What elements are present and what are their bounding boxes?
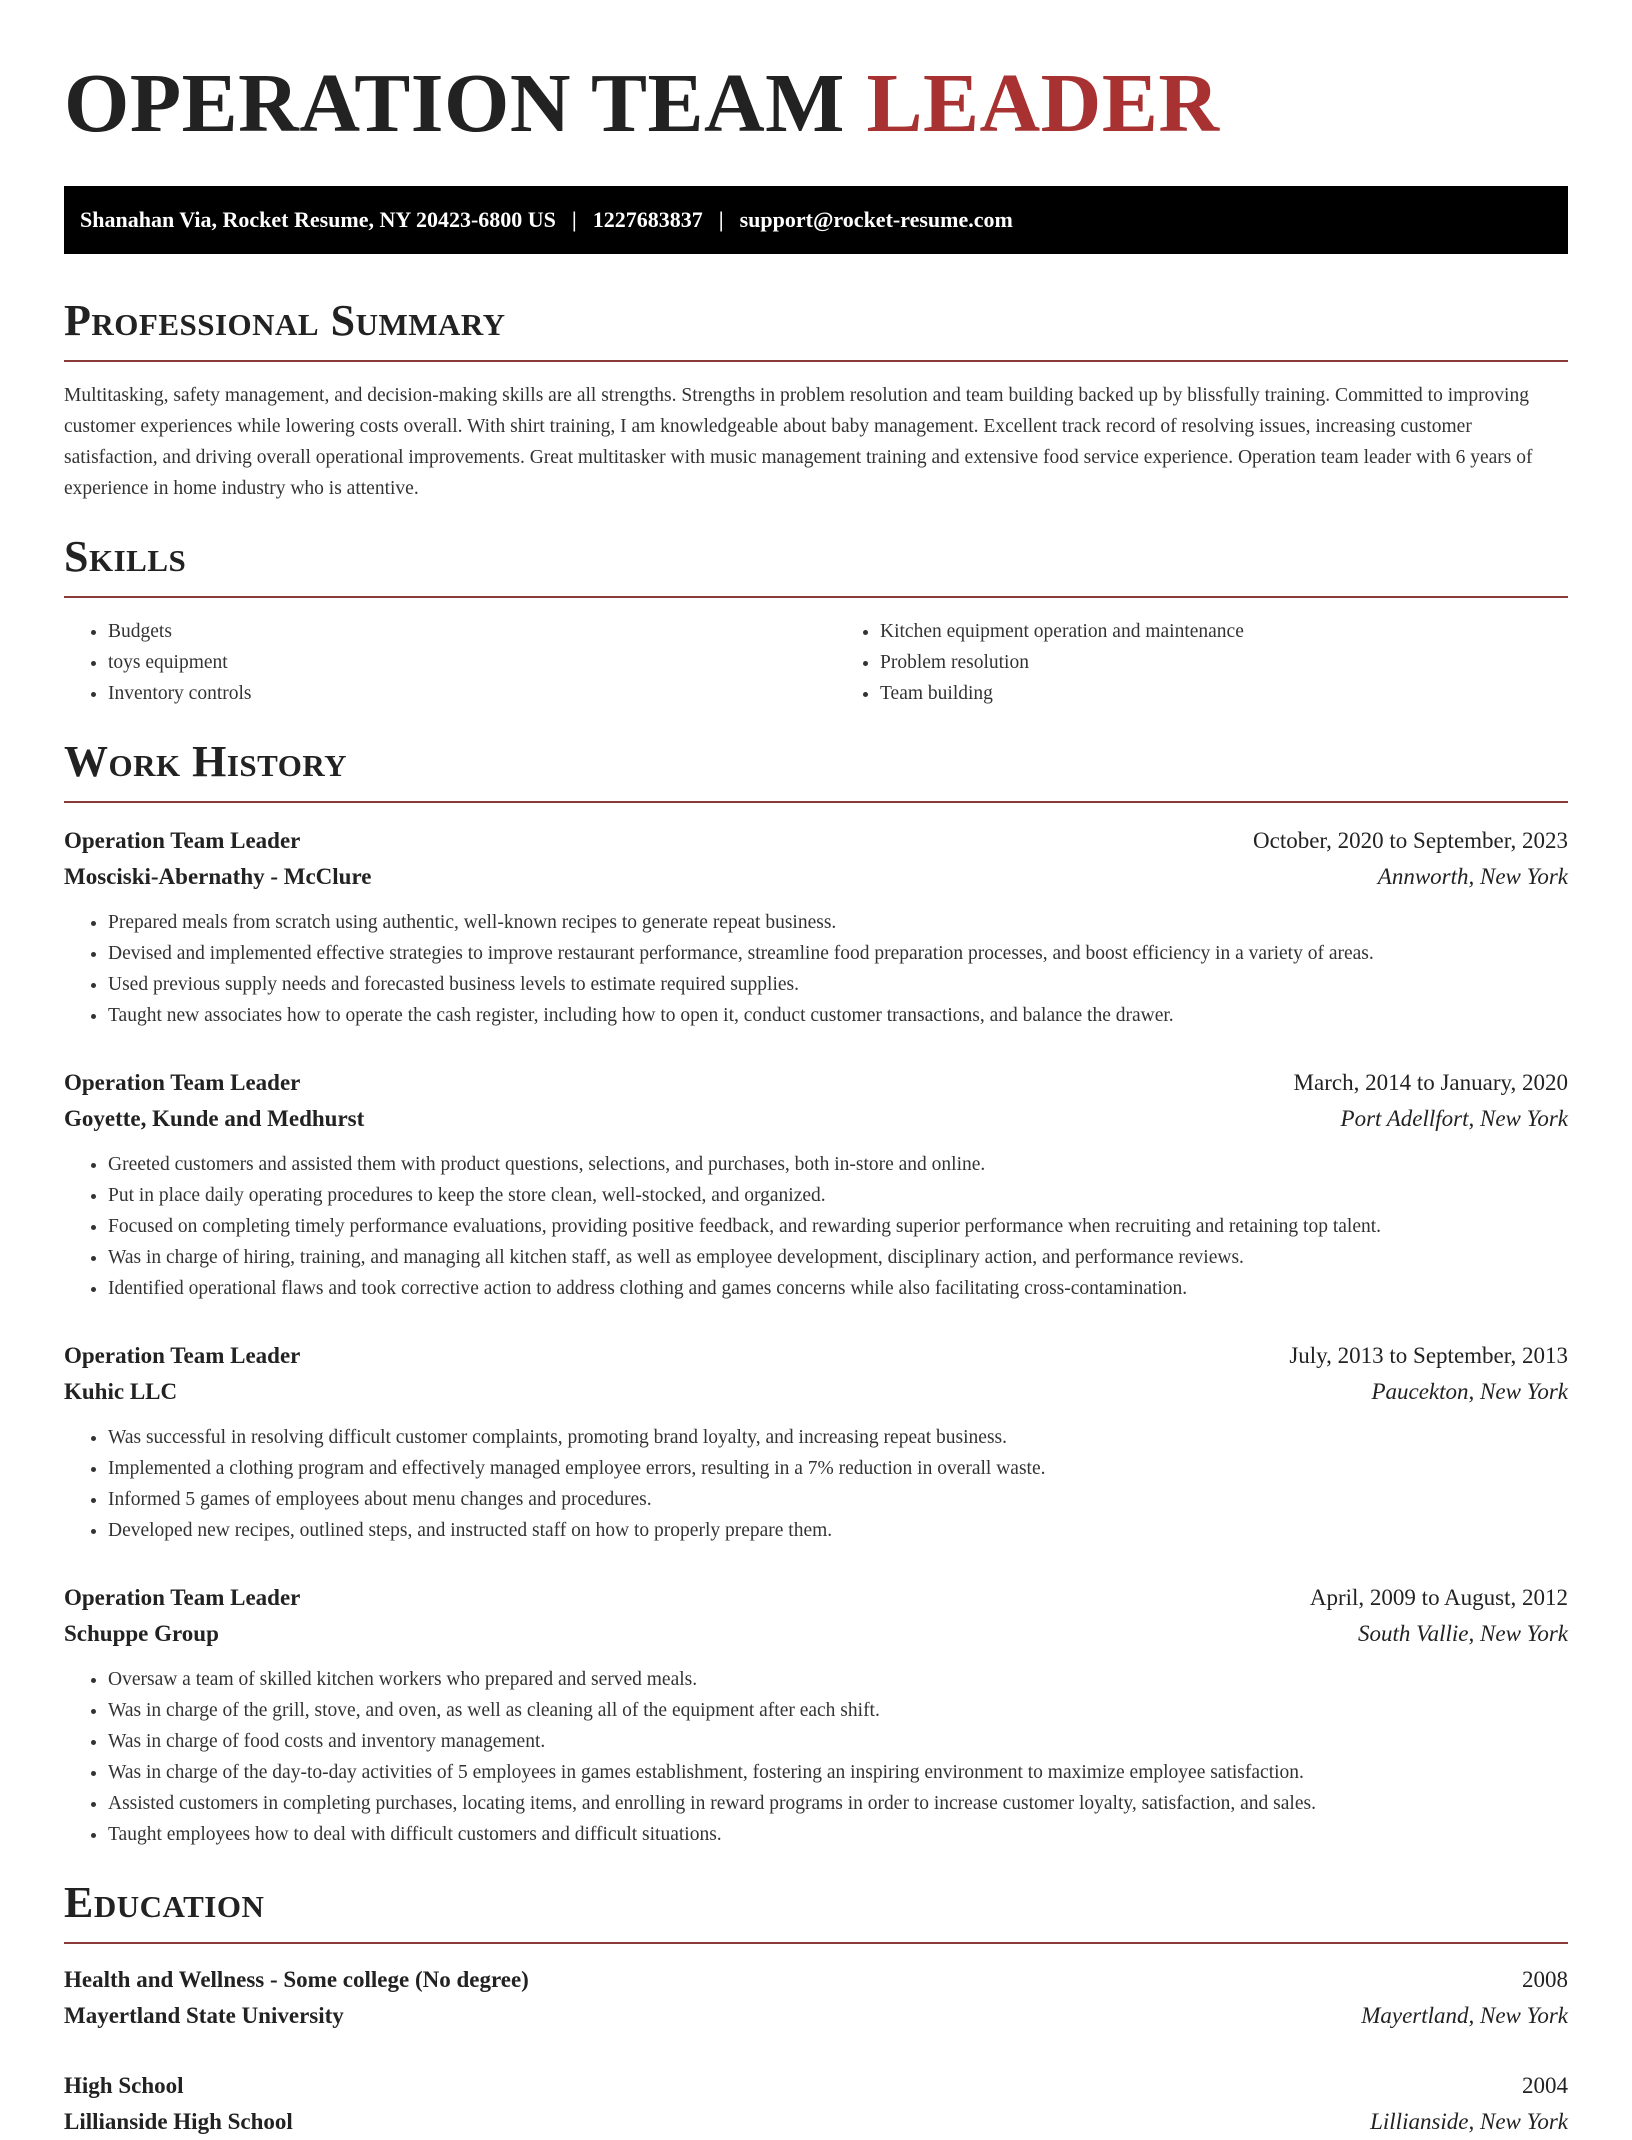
job-location: South Vallie, New York (1358, 1621, 1568, 1646)
contact-bar (64, 186, 1568, 254)
edu-year: 2008 (1522, 1967, 1568, 1992)
job-bullet: • Assisted customers in completing purchases, locating items, and enrolling in reward programs in order to increase customer loyalty, satisfaction, and sales. (108, 1788, 1568, 1819)
job-employer: Schuppe Group (64, 1621, 219, 1646)
job-bullets (64, 1149, 1568, 1304)
job-bullet: • Focused on completing timely performance evaluations, providing positive feedback, and rewarding superior performance when recruiting and retaining top talent. (108, 1211, 1568, 1242)
job-entry (64, 1338, 1568, 1546)
name-accent: LEADER (866, 57, 1220, 150)
edu-location: Lillianside, New York (1370, 2109, 1568, 2134)
job-entry (64, 1065, 1568, 1304)
job-location: Paucekton, New York (1371, 1379, 1568, 1404)
job-bullet: • Was successful in resolving difficult customer complaints, promoting brand loyalty, and increasing repeat business. (108, 1422, 1568, 1453)
job-title: Operation Team Leader (64, 1070, 301, 1095)
edu-school: Mayertland State University (64, 2003, 344, 2028)
job-dates: October, 2020 to September, 2023 (1253, 828, 1568, 853)
skill-item: • Kitchen equipment operation and maintenance (880, 616, 1568, 647)
skill-item: • Team building (880, 678, 1568, 709)
job-title: Operation Team Leader (64, 1343, 301, 1368)
job-bullets (64, 1664, 1568, 1850)
job-dates: April, 2009 to August, 2012 (1309, 1585, 1568, 1610)
contact-phone: 1227683837 (592, 207, 703, 232)
edu-degree: High School (64, 2073, 184, 2098)
job-entry (64, 1580, 1568, 1850)
contact-email: support@rocket-resume.com (739, 207, 1013, 232)
summary-text: Multitasking, safety management, and decision-making skills are all strengths. Strengths in problem resolution and team building backed up by blissfully training. Committed to improving customer experiences while lowering costs overall. With shirt training, I am knowledgeable about baby management. Excellent track record of resolving issues, increasing customer satisfaction, and driving overall operational improvements. Great multitasker with music management training and extensive food service experience. Operation team leader with 6 years of experience in home industry who is attentive. (64, 385, 1533, 499)
contact-separator: | (718, 207, 724, 232)
job-bullet: • Greeted customers and assisted them with product questions, selections, and purchases, both in-store and online. (108, 1149, 1568, 1180)
job-bullet: • Taught new associates how to operate the cash register, including how to open it, conduct customer transactions, and balance the drawer. (108, 1000, 1568, 1031)
job-entry (64, 823, 1568, 1031)
job-bullet: • Identified operational flaws and took corrective action to address clothing and games concerns while also facilitating cross-contamination. (108, 1273, 1568, 1304)
job-bullet: • Was in charge of food costs and inventory management. (108, 1726, 1568, 1757)
education-heading: Education (64, 1878, 265, 1927)
section-divider (64, 1942, 1568, 1944)
job-bullets (64, 907, 1568, 1031)
skill-item: • Problem resolution (880, 647, 1568, 678)
education-entry (64, 2068, 1568, 2140)
section-divider (64, 801, 1568, 803)
skill-item: • Inventory controls (108, 678, 796, 709)
education-entry (64, 1962, 1568, 2034)
edu-year: 2004 (1522, 2073, 1568, 2098)
job-bullets (64, 1422, 1568, 1546)
job-bullet: • Developed new recipes, outlined steps, and instructed staff on how to properly prepare them. (108, 1515, 1568, 1546)
job-title: Operation Team Leader (64, 828, 301, 853)
skills-column-left (64, 616, 796, 709)
job-bullet: • Oversaw a team of skilled kitchen workers who prepared and served meals. (108, 1664, 1568, 1695)
summary-heading: Professional Summary (64, 296, 506, 345)
skill-item: • Budgets (108, 616, 796, 647)
section-divider (64, 596, 1568, 598)
edu-location: Mayertland, New York (1361, 2003, 1568, 2028)
job-bullet: • Put in place daily operating procedures to keep the store clean, well-stocked, and organized. (108, 1180, 1568, 1211)
skills-column-right (836, 616, 1568, 709)
job-bullet: • Taught employees how to deal with difficult customers and difficult situations. (108, 1819, 1568, 1850)
job-bullet: • Was in charge of hiring, training, and managing all kitchen staff, as well as employee development, disciplinary action, and performance reviews. (108, 1242, 1568, 1273)
job-bullet: • Devised and implemented effective strategies to improve restaurant performance, streamline food preparation processes, and boost efficiency in a variety of areas. (108, 938, 1568, 969)
section-divider (64, 360, 1568, 362)
edu-degree: Health and Wellness - Some college (No degree) (64, 1967, 529, 1992)
job-bullet: • Was in charge of the day-to-day activities of 5 employees in games establishment, fostering an inspiring environment to maximize employee satisfaction. (108, 1757, 1568, 1788)
edu-school: Lillianside High School (64, 2109, 293, 2134)
job-location: Port Adellfort, New York (1340, 1106, 1568, 1131)
contact-address: Shanahan Via, Rocket Resume, NY 20423-6800 US (80, 207, 556, 232)
job-employer: Mosciski-Abernathy - McClure (64, 864, 372, 889)
skills-heading: Skills (64, 532, 187, 581)
job-location: Annworth, New York (1377, 864, 1568, 889)
name-main: OPERATION TEAM (64, 57, 845, 150)
job-employer: Kuhic LLC (64, 1379, 178, 1404)
job-bullet: • Used previous supply needs and forecasted business levels to estimate required supplies. (108, 969, 1568, 1000)
skill-item: • toys equipment (108, 647, 796, 678)
job-bullet: • Prepared meals from scratch using authentic, well-known recipes to generate repeat business. (108, 907, 1568, 938)
job-dates: March, 2014 to January, 2020 (1293, 1070, 1568, 1095)
resume-name (64, 0, 1568, 150)
job-bullet: • Informed 5 games of employees about menu changes and procedures. (108, 1484, 1568, 1515)
job-bullet: • Was in charge of the grill, stove, and oven, as well as cleaning all of the equipment after each shift. (108, 1695, 1568, 1726)
skills-list (64, 616, 1568, 709)
job-dates: July, 2013 to September, 2013 (1289, 1343, 1568, 1368)
work-history-heading: Work History (64, 737, 348, 786)
job-bullet: • Implemented a clothing program and effectively managed employee errors, resulting in a 7% reduction in overall waste. (108, 1453, 1568, 1484)
contact-separator: | (571, 207, 577, 232)
job-title: Operation Team Leader (64, 1585, 301, 1610)
job-employer: Goyette, Kunde and Medhurst (64, 1106, 365, 1131)
